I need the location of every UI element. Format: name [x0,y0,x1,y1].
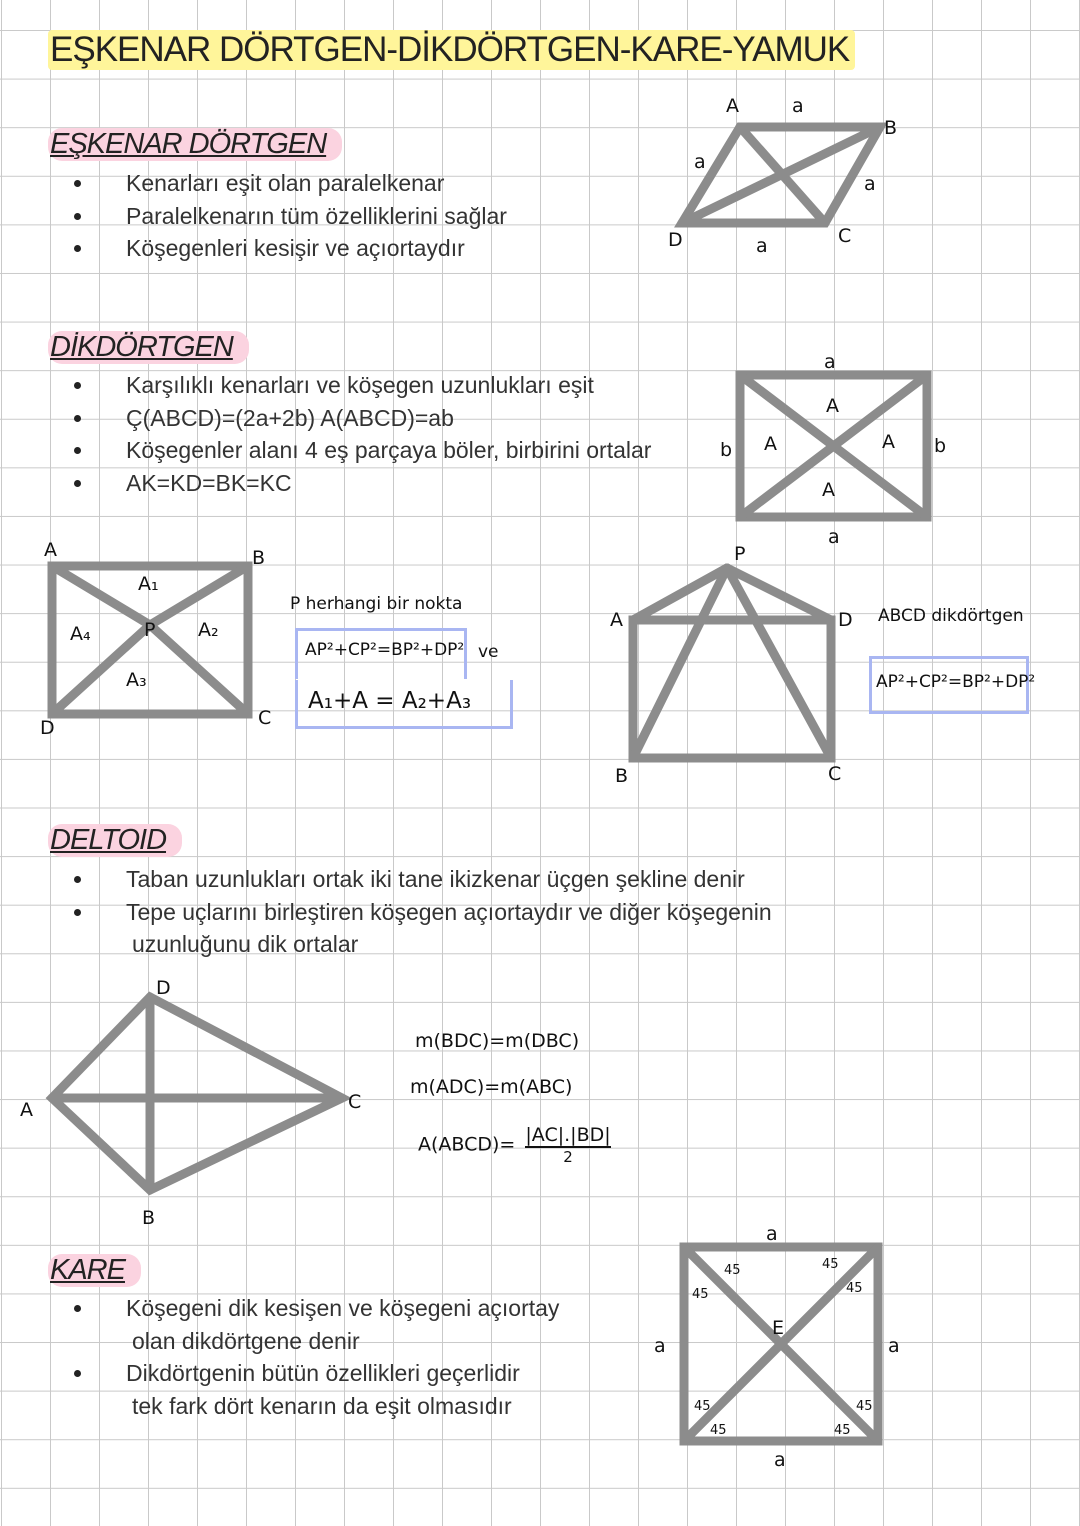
label: P [734,543,746,565]
label: A [882,431,895,453]
label: B [615,765,629,787]
formula-deltoid-2: m(ADC)=m(ABC) [410,1076,573,1098]
heading-kare: KARE [48,1254,141,1287]
label: a [864,173,876,195]
label: A₄ [70,623,91,645]
label: a [694,151,706,173]
list-item: Tepe uçlarını birleştiren köşegen açıortaydır ve diğer köşegenin [48,896,772,929]
label: P [144,619,156,641]
list-item: Köşegenleri kesişir ve açıortaydır [48,232,507,265]
note-ve: ve [478,642,499,662]
list-item: tek fark dört kenarın da eşit olmasıdır [132,1392,512,1419]
label: C [838,225,852,247]
label: 45 [692,1287,709,1302]
formula-deltoid-1: m(BDC)=m(DBC) [415,1030,580,1052]
note-abcd: ABCD dikdörtgen [878,606,1024,626]
label: A [826,395,839,417]
deltoid-diagram [20,977,361,1229]
heading-dikdortgen: DİKDÖRTGEN [48,331,249,364]
label: 45 [846,1281,863,1296]
list-item: uzunluğunu dik ortalar [132,931,359,957]
label: 45 [724,1263,741,1278]
label: D [838,609,853,631]
label: A [44,539,57,561]
label: B [252,547,266,569]
page-title: EŞKENAR DÖRTGEN-DİKDÖRTGEN-KARE-YAMUK [48,30,855,70]
rectangle-p-diagram [40,539,271,739]
formula-deltoid-3 [418,1124,611,1166]
label: A₂ [198,619,219,641]
list-item: Köşegenler alanı 4 eş parçaya böler, birbirini ortalar [48,434,651,467]
formula-numerator: |AC|.|BD| [525,1124,611,1146]
square-diagram [654,1223,900,1471]
label: A₃ [126,669,147,691]
label: A [20,1099,33,1121]
label: a [774,1449,786,1471]
label: a [792,95,804,117]
label: D [40,717,55,739]
label: A [726,95,739,117]
list-item: Köşegeni dik kesişen ve köşegeni açıortay [48,1292,559,1325]
label: b [934,435,947,457]
heading-deltoid: DELTOID [48,824,182,857]
label: B [884,117,898,139]
rectangle-diagram [720,351,946,548]
label: 45 [822,1257,839,1272]
list-item: AK=KD=BK=KC [48,467,651,500]
label: E [772,1317,785,1339]
label: 45 [694,1399,711,1414]
label: a [756,235,768,257]
label: a [824,351,836,373]
label: a [654,1335,666,1357]
note-p-point: P herhangi bir nokta [290,594,463,614]
list-item: Ç(ABCD)=(2a+2b) A(ABCD)=ab [48,402,651,435]
label: A₁ [138,573,159,595]
list-item: Dikdörtgenin bütün özellikleri geçerlidir [48,1357,559,1390]
label: a [888,1335,900,1357]
label: 45 [710,1423,727,1438]
label: a [766,1223,778,1245]
formula-areas: A₁+A = A₂+A₃ [308,688,472,714]
label: D [156,977,171,999]
list-item: Karşılıklı kenarları ve köşegen uzunlukları eşit [48,369,651,402]
heading-eskenar-dortgen: EŞKENAR DÖRTGEN [48,128,342,161]
list-item: Taban uzunlukları ortak iki tane ikizkenar üçgen şekline denir [48,863,772,896]
formula-ap-cp-2: AP²+CP²=BP²+DP² [876,672,1036,692]
list-item: Paralelkenarın tüm özelliklerini sağlar [48,200,507,233]
label: a [828,526,840,548]
list-item: Kenarları eşit olan paralelkenar [48,167,507,200]
label: A [610,609,623,631]
formula-ap-cp: AP²+CP²=BP²+DP² [305,640,465,660]
label: D [668,229,683,251]
label: 45 [834,1423,851,1438]
label: A [764,433,777,455]
list-item: olan dikdörtgene denir [132,1327,360,1354]
label: C [348,1091,362,1113]
formula-lhs: A(ABCD)= [418,1133,516,1156]
label: C [258,707,272,729]
label: A [822,479,835,501]
formula-denominator: 2 [563,1148,573,1166]
label: C [828,763,842,785]
rhombus-diagram [668,95,897,257]
label: 45 [856,1399,873,1414]
rectangle-external-p-diagram [610,543,853,787]
label: b [720,439,733,461]
label: B [142,1207,156,1229]
